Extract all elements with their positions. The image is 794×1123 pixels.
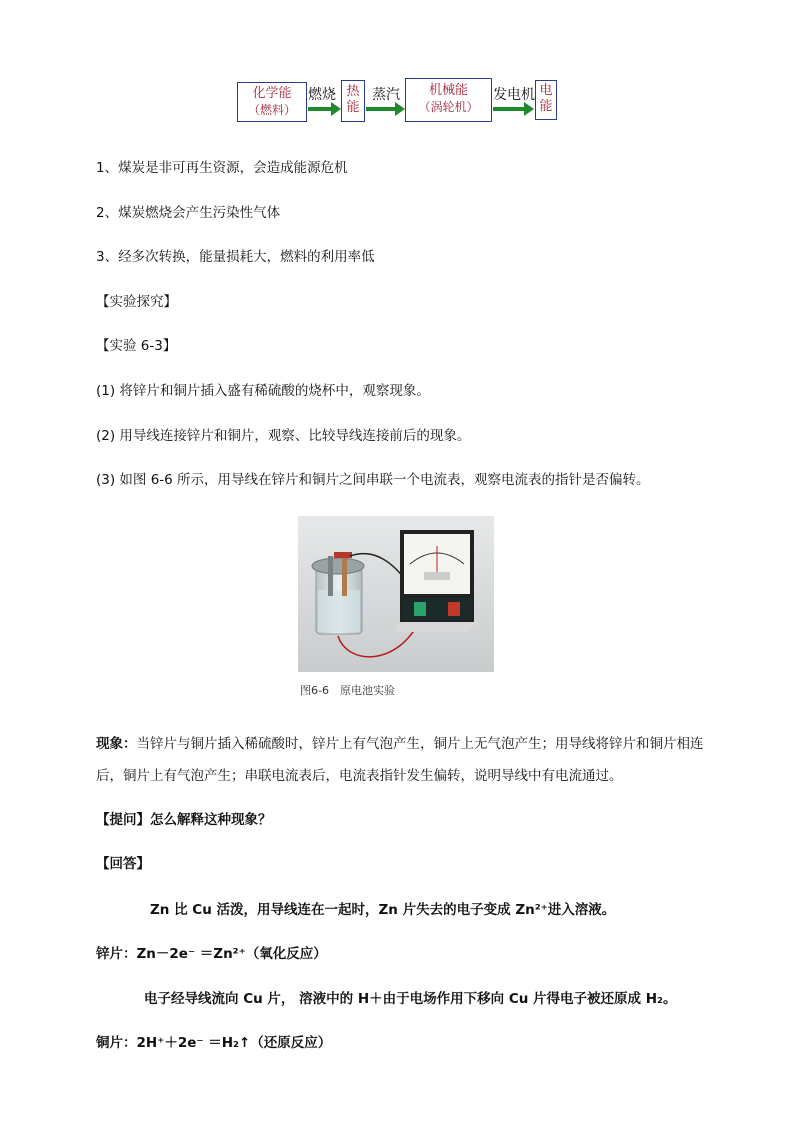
- chemical-energy-label: 化学能: [252, 86, 292, 101]
- step-2: (2) 用导线连接锌片和铜片，观察、比较导线连接前后的现象。: [96, 428, 471, 444]
- experiment-heading: 【实验 6-3】: [96, 338, 177, 354]
- answer-heading: 【回答】: [96, 856, 150, 872]
- section-heading: 【实验探究】: [96, 294, 177, 310]
- electric-energy-box: [535, 80, 557, 120]
- electric-label-1: 电: [539, 83, 553, 98]
- electric-label-2: 能: [539, 99, 553, 114]
- galvanic-cell-photo: [298, 516, 494, 672]
- zinc-equation: Zn－2e⁻ ＝Zn²⁺（氧化反应）: [136, 946, 327, 962]
- point-3: 3、经多次转换，能量损耗大，燃料的利用率低: [96, 249, 375, 265]
- phenomenon-text: 当锌片与铜片插入稀硫酸时，锌片上有气泡产生，铜片上无气泡产生；用导线将锌片和铜片相连后，铜片上有气泡产生；串联电流表后，电流表指针发生偏转，说明导线中有电流通过。: [96, 736, 704, 784]
- step-1: (1) 将锌片和铜片插入盛有稀硫酸的烧杯中，观察现象。: [96, 383, 430, 399]
- generator-label: 发电机: [493, 87, 535, 103]
- heat-label-1: 热: [346, 84, 360, 99]
- answer-line-1: Zn 比 Cu 活泼，用导线连在一起时，Zn 片失去的电子变成 Zn²⁺进入溶液。: [150, 902, 616, 918]
- mechanical-energy-label: 机械能: [428, 83, 468, 98]
- copper-reaction: [96, 1031, 331, 1051]
- step-3: (3) 如图 6-6 所示，用导线在锌片和铜片之间串联一个电流表，观察电流表的指针是否偏转。: [96, 472, 650, 488]
- chemical-energy-box: [237, 82, 307, 122]
- arrow-2: [366, 105, 406, 113]
- figure-caption: 图6-6 原电池实验: [300, 684, 395, 697]
- fuel-label: （燃料）: [247, 103, 296, 117]
- zinc-label: 锌片：: [96, 946, 137, 962]
- phenomenon-label: 现象：: [96, 736, 137, 752]
- phenomenon-paragraph: [96, 728, 706, 792]
- copper-equation: 2H⁺＋2e⁻ ＝H₂↑（还原反应）: [136, 1035, 332, 1051]
- heat-energy-box: [341, 80, 365, 122]
- mechanical-energy-box: [405, 78, 492, 122]
- combustion-label: 燃烧: [308, 87, 336, 103]
- arrow-1: [308, 105, 341, 113]
- steam-label: 蒸汽: [372, 87, 400, 103]
- zinc-reaction: [96, 942, 327, 962]
- point-2: 2、煤炭燃烧会产生污染性气体: [96, 205, 281, 221]
- heat-label-2: 能: [346, 100, 360, 115]
- copper-label: 铜片：: [96, 1035, 137, 1051]
- arrow-3: [493, 105, 535, 113]
- point-1: 1、煤炭是非可再生资源，会造成能源危机: [96, 160, 348, 176]
- turbine-label: （涡轮机）: [418, 100, 479, 114]
- answer-line-2: 电子经导线流向 Cu 片， 溶液中的 H＋由于电场作用下移向 Cu 片得电子被还原成 H₂。: [144, 991, 677, 1007]
- question: 【提问】怎么解释这种现象？: [96, 812, 272, 828]
